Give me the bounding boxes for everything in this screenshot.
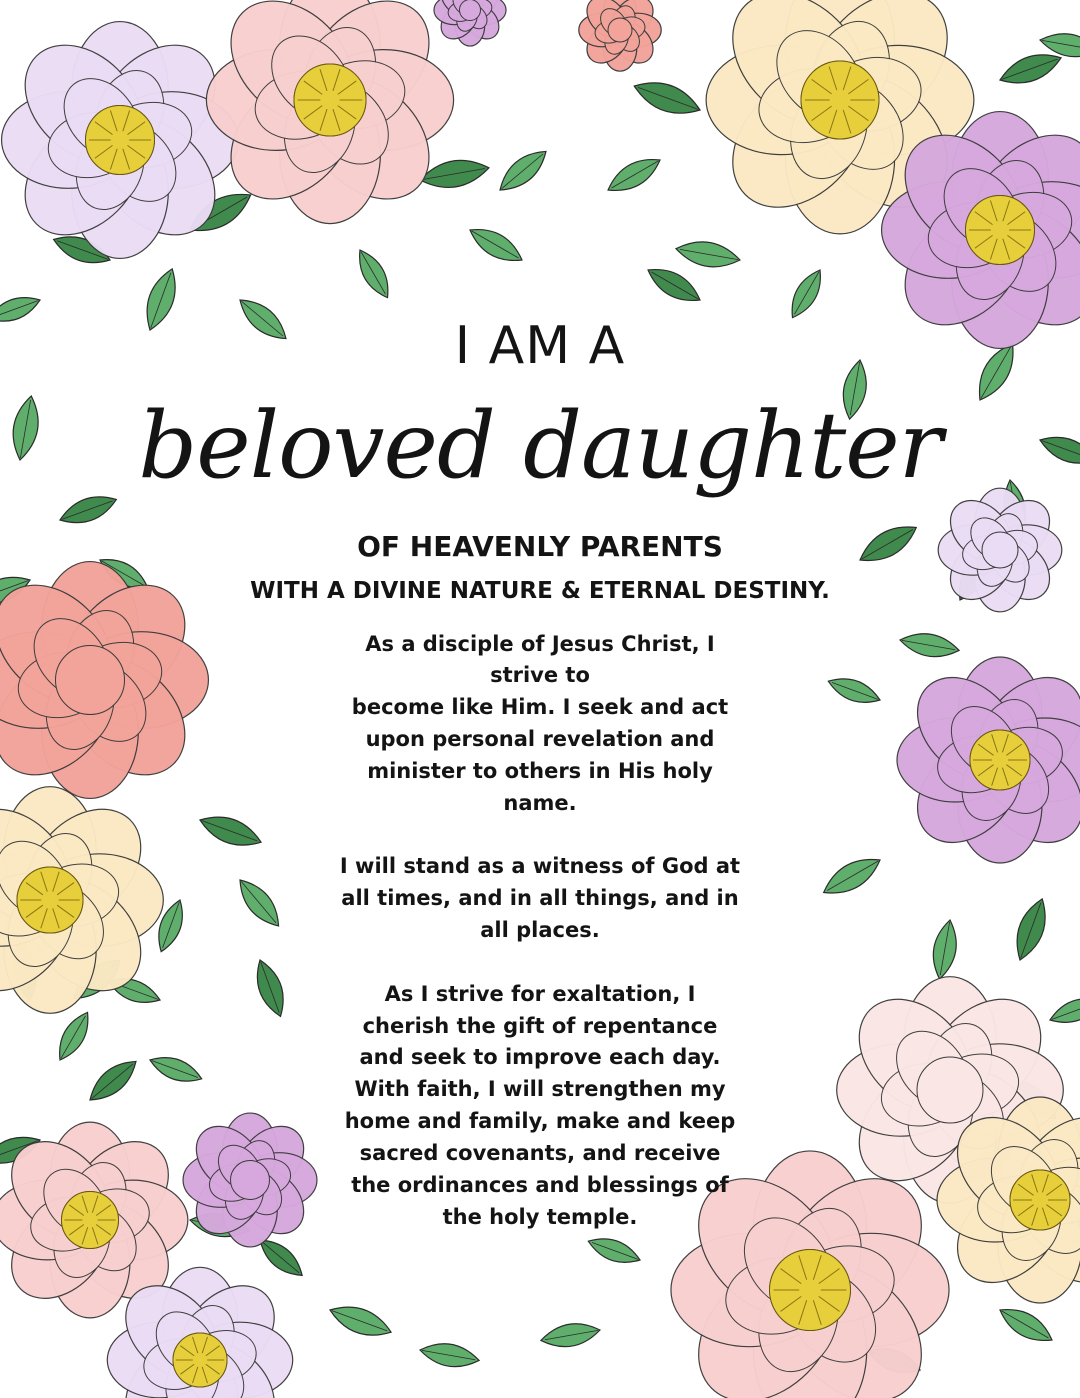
- paragraph-3-line-6: sacred covenants, and receive: [359, 1141, 721, 1165]
- paragraph-1-line-3: become like Him. I seek and act: [351, 695, 729, 719]
- paragraph-1-line-5: minister to others in His holy: [367, 759, 713, 783]
- heading-script-title: beloved daughter: [138, 392, 942, 499]
- paragraph-3-line-2: cherish the gift of repentance: [362, 1014, 718, 1038]
- paragraph-1-line-4: upon personal revelation and: [365, 727, 715, 751]
- paragraph-1-line-1: As a disciple of Jesus Christ, I: [365, 632, 715, 656]
- heading-divine-nature: WITH A DIVINE NATURE & ETERNAL DESTINY.: [250, 578, 830, 604]
- paragraph-2-line-3: all places.: [480, 918, 600, 942]
- paragraph-3-line-1: As I strive for exaltation, I: [384, 982, 696, 1006]
- paragraph-2-line-1: I will stand as a witness of God at: [339, 854, 741, 878]
- paragraph-3-line-7: the ordinances and blessings of: [351, 1173, 729, 1197]
- paragraph-2-line-2: all times, and in all things, and in: [341, 886, 739, 910]
- paragraph-3-line-5: home and family, make and keep: [344, 1109, 736, 1133]
- paragraph-3-line-4: With faith, I will strengthen my: [354, 1077, 726, 1101]
- paragraph-3-line-8: the holy temple.: [442, 1205, 638, 1229]
- heading-i-am-a: I AM A: [454, 316, 626, 376]
- heading-heavenly-parents: OF HEAVENLY PARENTS: [357, 530, 723, 563]
- paragraph-1-line-2: strive to: [490, 663, 590, 687]
- paragraph-3-line-3: and seek to improve each day.: [359, 1045, 721, 1069]
- paragraph-1-line-6: name.: [503, 791, 577, 815]
